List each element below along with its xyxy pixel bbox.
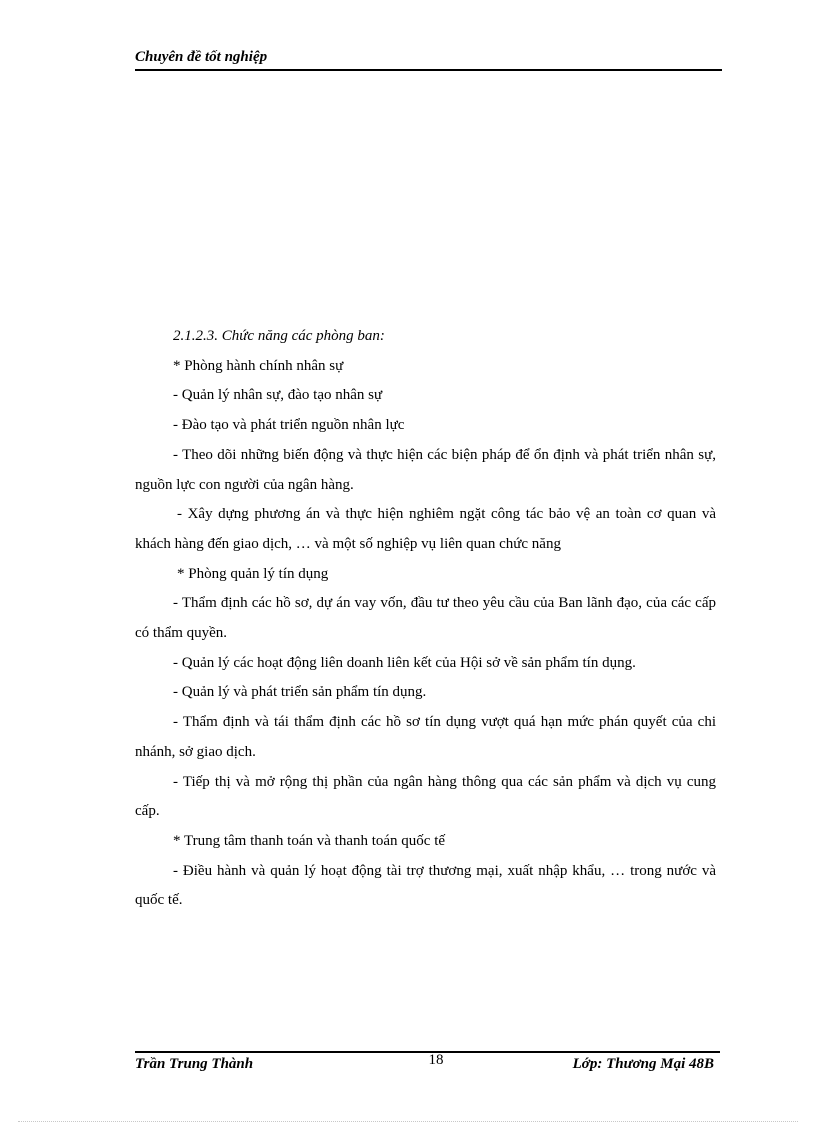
list-item: - Theo dõi những biến động và thực hiện các biện pháp để ổn định và phát triển nhân sự, nguồn lực con người của ngân hàng. [135, 446, 716, 493]
body-content [135, 322, 716, 916]
page-bottom-edge [18, 1121, 798, 1122]
footer-class-label: Lớp: Thương Mại 48B [572, 1056, 714, 1072]
page-number: 18 [428, 1052, 444, 1068]
subsection-title-credit: * Phòng quản lý tín dụng [177, 565, 329, 582]
list-item: - Điều hành và quản lý hoạt động tài trợ thương mại, xuất nhập khẩu, … trong nước và quốc tế. [135, 862, 716, 909]
list-item: - Quản lý và phát triển sản phẩm tín dụng. [173, 684, 427, 701]
list-item: - Quản lý các hoạt động liên doanh liên kết của Hội sở về sản phẩm tín dụng. [173, 654, 636, 671]
subsection-title-payment: * Trung tâm thanh toán và thanh toán quốc tế [173, 832, 446, 849]
footer-author: Trần Trung Thành [135, 1056, 254, 1072]
header-divider [135, 69, 722, 71]
subsection-title-hr: * Phòng hành chính nhân sự [173, 357, 344, 374]
section-heading: 2.1.2.3. Chức năng các phòng ban: [173, 328, 385, 344]
list-item: - Thẩm định và tái thẩm định các hồ sơ tín dụng vượt quá hạn mức phán quyết của chi nhánh, sở giao dịch. [135, 714, 716, 760]
list-item: - Quản lý nhân sự, đào tạo nhân sự [173, 387, 383, 404]
list-item: - Đào tạo và phát triển nguồn nhân lực [173, 417, 405, 434]
list-item: - Thẩm định các hồ sơ, dự án vay vốn, đầu tư theo yêu cầu của Ban lãnh đạo, của các cấp có thẩm quyền. [135, 595, 716, 642]
list-item: - Xây dựng phương án và thực hiện nghiêm ngặt công tác bảo vệ an toàn cơ quan và khách hàng đến giao dịch, … và một số nghiệp vụ liên quan chức năng [135, 506, 716, 552]
running-header-title: Chuyên đề tốt nghiệp [135, 49, 268, 65]
list-item: - Tiếp thị và mở rộng thị phần của ngân hàng thông qua các sản phẩm và dịch vụ cung cấp. [135, 773, 716, 820]
